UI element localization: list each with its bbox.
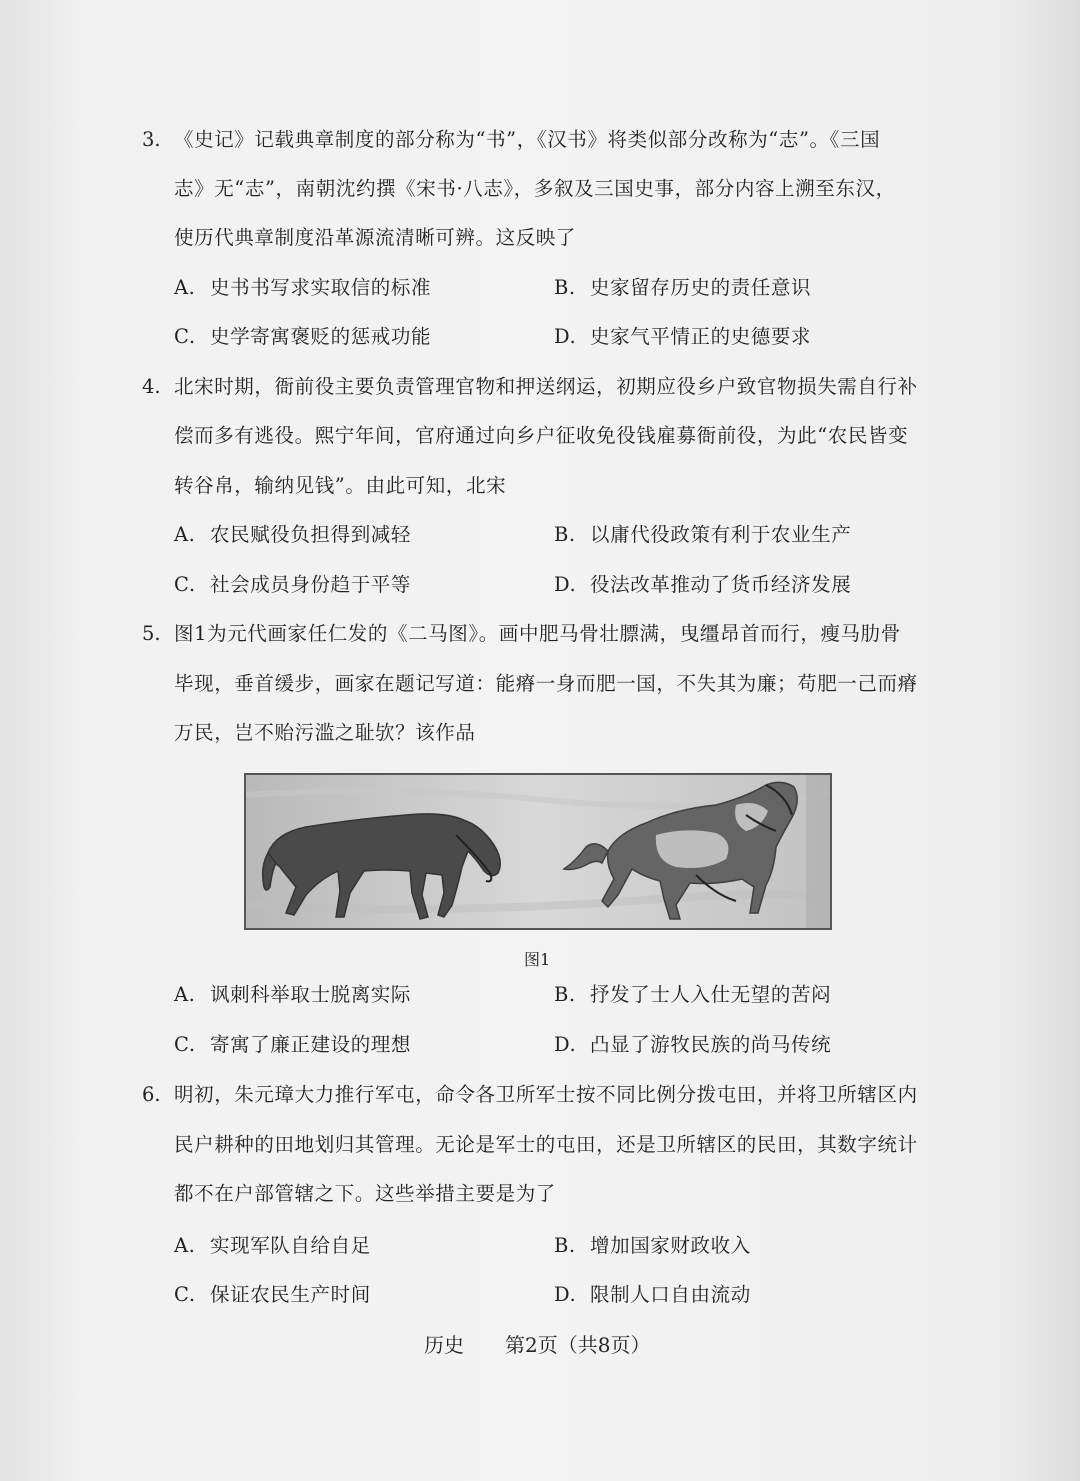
question-6-line-1: 明初，朱元璋大力推行军屯，命令各卫所军士按不同比例分拨屯田，并将卫所辖区内 [174, 1083, 918, 1106]
question-3-number: 3. [142, 128, 161, 151]
question-5-option-b: B. 抒发了士人入仕无望的苦闷 [554, 983, 832, 1006]
question-5-option-c: C. 寄寓了廉正建设的理想 [174, 1033, 412, 1056]
question-4-line-3: 转谷帛，输纳见钱”。由此可知，北宋 [174, 474, 507, 497]
question-6-number: 6. [142, 1083, 161, 1106]
question-3-option-d: D. 史家气平情正的史德要求 [554, 325, 812, 348]
footer-subject: 历史 [424, 1333, 464, 1357]
question-6-line-2: 民户耕种的田地划归其管理。无论是军士的屯田，还是卫所辖区的民田，其数字统计 [174, 1133, 918, 1156]
question-5-option-d: D. 凸显了游牧民族的尚马传统 [554, 1033, 832, 1056]
question-6-line-3: 都不在户部管辖之下。这些举措主要是为了 [174, 1182, 556, 1205]
question-5-line-2: 毕现，垂首缓步，画家在题记写道：能瘠一身而肥一国，不失其为廉；苟肥一己而瘠 [174, 672, 918, 695]
question-6-option-a: A. 实现军队自给自足 [174, 1234, 371, 1257]
question-3-option-c: C. 史学寄寓褒贬的惩戒功能 [174, 325, 432, 348]
two-horses-painting [244, 773, 832, 930]
question-6-option-d: D. 限制人口自由流动 [554, 1283, 751, 1306]
question-4-line-2: 偿而多有逃役。熙宁年间，官府通过向乡户征收免役钱雇募衙前役，为此“农民皆变 [174, 424, 909, 447]
question-3-line-3: 使历代典章制度沿革源流清晰可辨。这反映了 [174, 226, 577, 249]
question-3-option-b: B. 史家留存历史的责任意识 [554, 276, 812, 299]
question-3-option-a: A. 史书书写求实取信的标准 [174, 276, 432, 299]
question-6-option-c: C. 保证农民生产时间 [174, 1283, 371, 1306]
question-5-line-1: 图1为元代画家任仁发的《二马图》。画中肥马骨壮膘满，曳缰昂首而行，瘦马肋骨 [174, 622, 901, 645]
question-4-option-b: B. 以庸代役政策有利于农业生产 [554, 523, 852, 546]
figure-caption: 图1 [524, 950, 551, 969]
question-5-line-3: 万民，岂不贻污滥之耻欤？该作品 [174, 721, 476, 744]
question-4-number: 4. [142, 375, 161, 398]
question-4-option-c: C. 社会成员身份趋于平等 [174, 573, 412, 596]
question-5-option-a: A. 讽刺科举取士脱离实际 [174, 983, 412, 1006]
question-4-option-a: A. 农民赋役负担得到减轻 [174, 523, 412, 546]
footer-page-info: 第2页（共8页） [505, 1333, 651, 1357]
question-5-number: 5. [142, 622, 161, 645]
question-6-option-b: B. 增加国家财政收入 [554, 1234, 751, 1257]
question-4-line-1: 北宋时期，衙前役主要负责管理官物和押送纲运，初期应役乡户致官物损失需自行补 [174, 375, 918, 398]
question-4-option-d: D. 役法改革推动了货币经济发展 [554, 573, 852, 596]
question-3-line-2: 志》无“志”，南朝沈约撰《宋书·八志》，多叙及三国史事，部分内容上溯至东汉， [174, 177, 896, 200]
question-3-line-1: 《史记》记载典章制度的部分称为“书”，《汉书》将类似部分改称为“志”。《三国 [174, 128, 881, 151]
two-horses-painting-image [246, 775, 830, 928]
